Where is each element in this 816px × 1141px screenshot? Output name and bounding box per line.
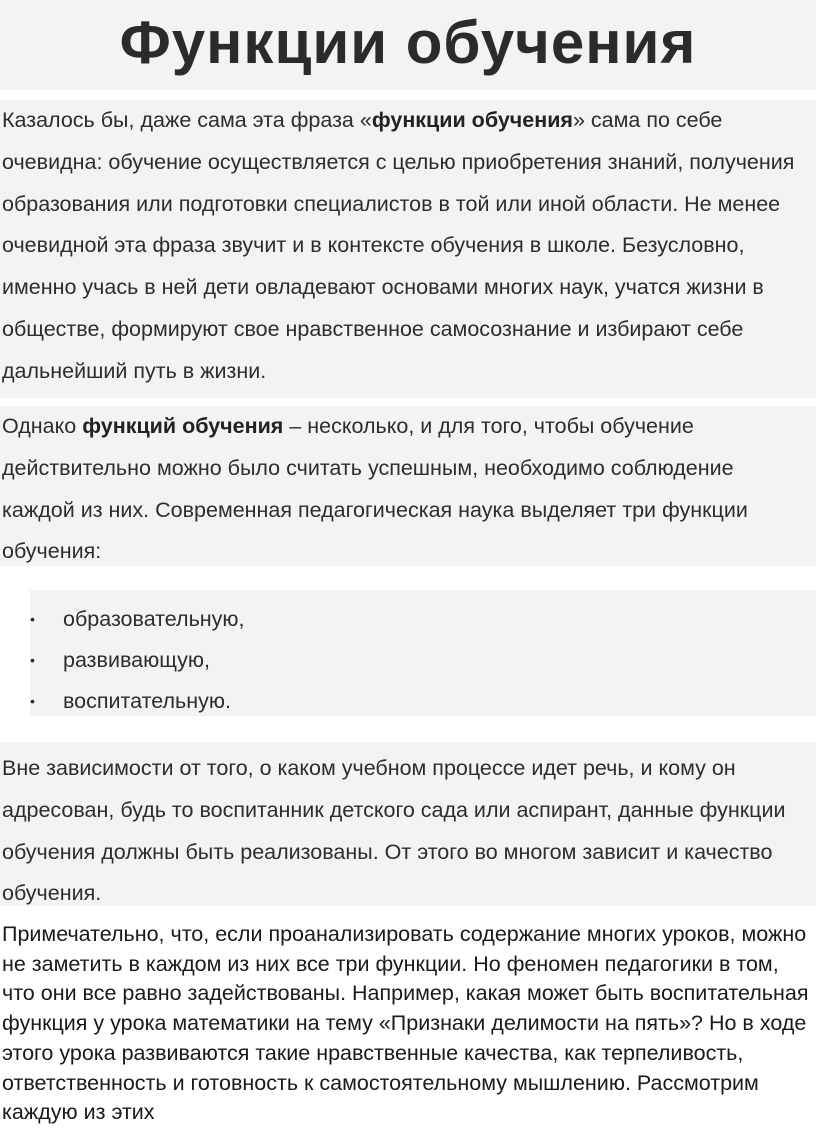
paragraph-example bbox=[0, 920, 816, 1141]
list-item bbox=[30, 599, 816, 640]
list-item bbox=[30, 640, 816, 681]
bullet-icon: • bbox=[30, 652, 35, 668]
list-item-label: воспитательную. bbox=[63, 689, 231, 713]
list-item-label: развивающую, bbox=[63, 648, 211, 672]
paragraph-functions bbox=[0, 406, 816, 566]
paragraph-text bbox=[2, 406, 812, 573]
list-item bbox=[30, 681, 816, 722]
functions-list-section bbox=[30, 590, 816, 716]
bold-term: функций обучения bbox=[82, 414, 284, 438]
paragraph-intro bbox=[0, 100, 816, 398]
paragraph-text-start: Однако bbox=[2, 414, 83, 438]
paragraph-text-end: – несколько, и для того, чтобы обучение действительно можно было считать успешным, необходимо соблюдение каждой из них. Современная педагогическая наука выделяет три функции обучения: bbox=[2, 414, 748, 564]
page-title: Функции обучения bbox=[119, 9, 697, 76]
bullet-icon: • bbox=[30, 693, 35, 709]
bullet-icon: • bbox=[30, 611, 35, 627]
functions-list bbox=[30, 599, 816, 722]
title-section bbox=[0, 0, 816, 90]
paragraph-text: Примечательно, что, если проанализировать содержание многих уроков, можно не заметить в каждом из них все три функции. Но феномен педагогики в том, что они все равно задействованы. Например, какая может быть воспитательная функция у урока математики на тему «Признаки делимости на пять»? Но в ходе этого урока развиваются такие нравственные качества, как терпеливость, ответственность и готовность к самостоятельному мышлению. Рассмотрим каждую из этих bbox=[2, 922, 809, 1125]
paragraph-text: Вне зависимости от того, о каком учебном процессе идет речь, и кому он адресован, будь то воспитанник детского сада или аспирант, данные функции обучения должны быть реализованы. От этого во многом зависит и качество обучения. bbox=[2, 756, 786, 906]
paragraph-quality bbox=[0, 742, 816, 906]
paragraph-text-start: Казалось бы, даже сама эта фраза « bbox=[2, 108, 372, 132]
paragraph-text-end: » сама по себе очевидна: обучение осуществляется с целью приобретения знаний, получения образования или подготовки специалистов в той или иной области. Не менее очевидной эта фраза звучит и в контексте обучения в школе. Безусловно, именно учась в ней дети овладевают основами многих наук, учатся жизни в обществе, формируют свое нравственное самосознание и избирают себе дальнейший путь в жизни. bbox=[2, 108, 795, 383]
list-item-label: образовательную, bbox=[63, 607, 245, 631]
bold-term: функции обучения bbox=[371, 108, 573, 132]
paragraph-text bbox=[2, 100, 812, 393]
